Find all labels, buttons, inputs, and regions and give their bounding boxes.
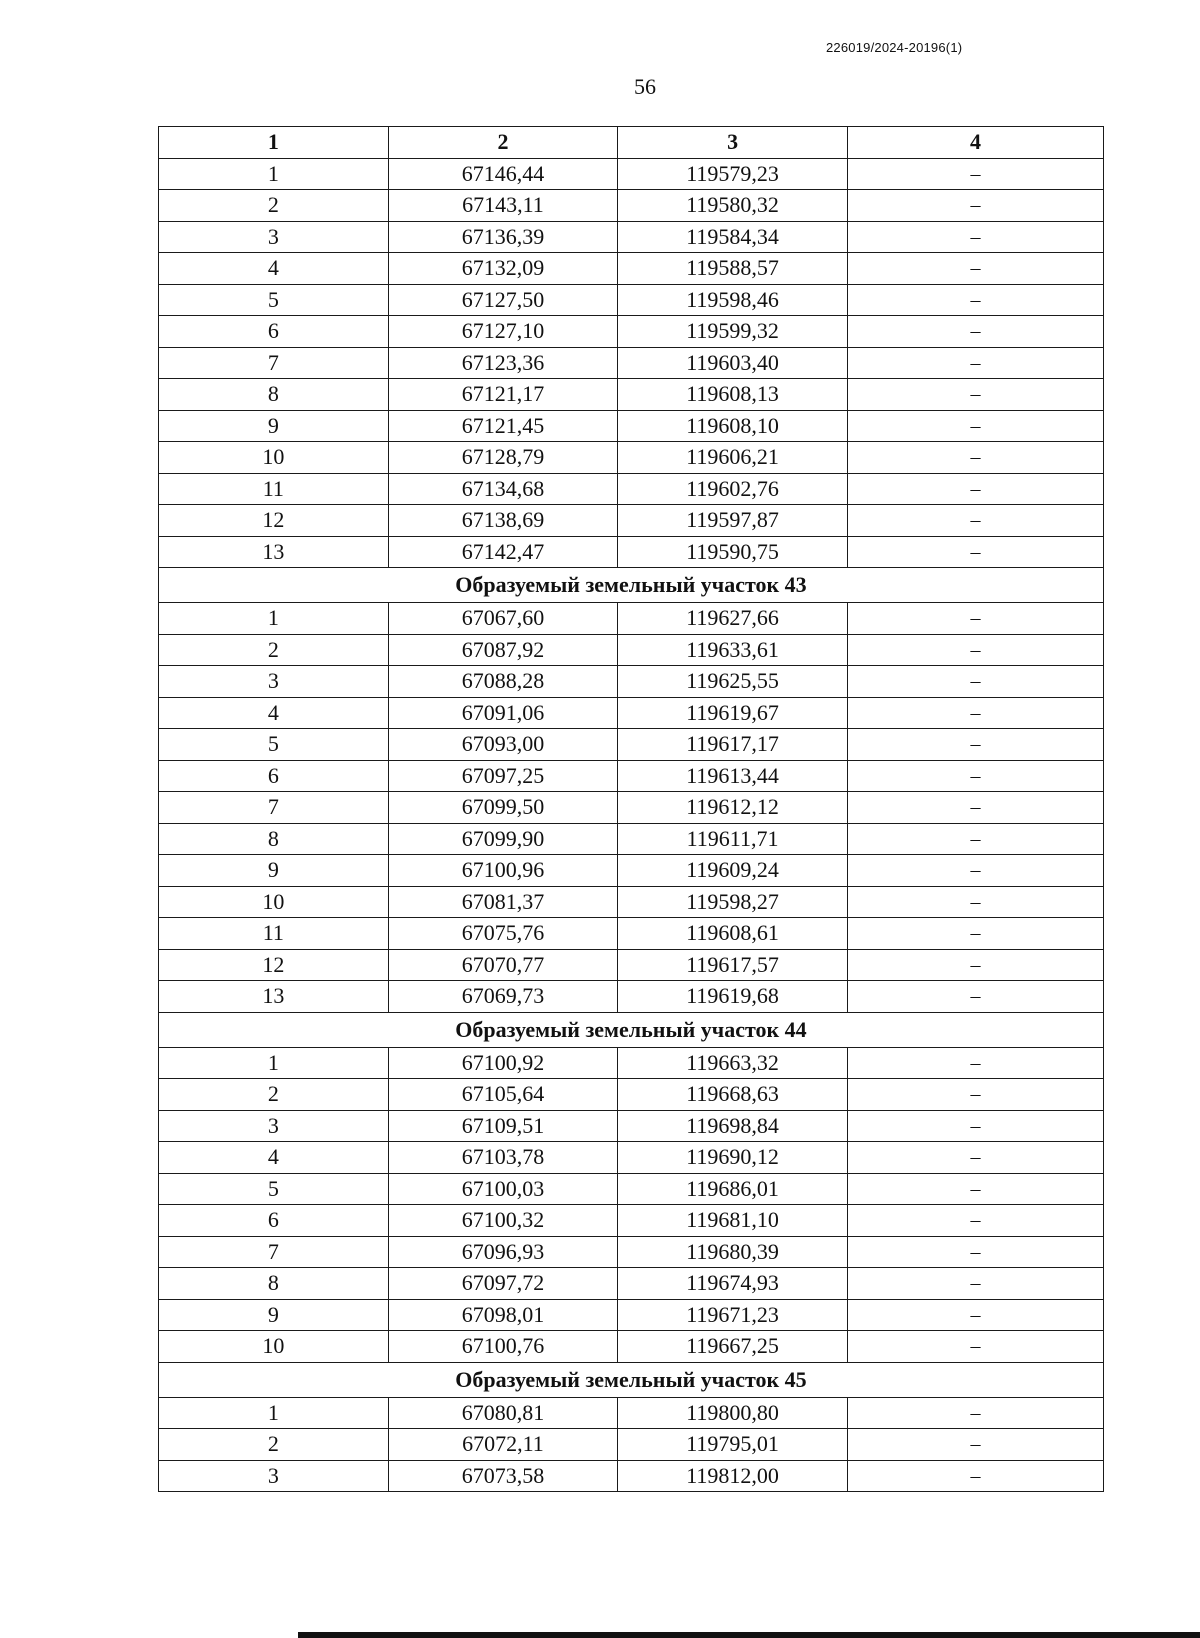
y-coordinate-cell: 119619,67: [618, 697, 848, 729]
note-cell: –: [847, 347, 1103, 379]
x-coordinate-cell: 67093,00: [388, 729, 618, 761]
y-coordinate-cell: 119617,17: [618, 729, 848, 761]
y-coordinate-cell: 119663,32: [618, 1047, 848, 1079]
note-cell: –: [847, 666, 1103, 698]
note-cell: –: [847, 505, 1103, 537]
y-coordinate-cell: 119633,61: [618, 634, 848, 666]
point-number-cell: 3: [159, 1110, 389, 1142]
table-row: [159, 379, 1104, 411]
point-number-cell: 6: [159, 760, 389, 792]
table-row: [159, 981, 1104, 1013]
x-coordinate-cell: 67128,79: [388, 442, 618, 474]
column-header: 4: [847, 127, 1103, 159]
y-coordinate-cell: 119598,27: [618, 886, 848, 918]
y-coordinate-cell: 119606,21: [618, 442, 848, 474]
point-number-cell: 11: [159, 473, 389, 505]
y-coordinate-cell: 119680,39: [618, 1236, 848, 1268]
point-number-cell: 8: [159, 1268, 389, 1300]
note-cell: –: [847, 981, 1103, 1013]
note-cell: –: [847, 1205, 1103, 1237]
note-cell: –: [847, 1142, 1103, 1174]
point-number-cell: 13: [159, 536, 389, 568]
point-number-cell: 5: [159, 1173, 389, 1205]
point-number-cell: 9: [159, 1299, 389, 1331]
y-coordinate-cell: 119800,80: [618, 1397, 848, 1429]
x-coordinate-cell: 67091,06: [388, 697, 618, 729]
note-cell: –: [847, 158, 1103, 190]
y-coordinate-cell: 119603,40: [618, 347, 848, 379]
point-number-cell: 3: [159, 221, 389, 253]
column-header: 3: [618, 127, 848, 159]
point-number-cell: 8: [159, 823, 389, 855]
table-row: [159, 158, 1104, 190]
note-cell: –: [847, 284, 1103, 316]
x-coordinate-cell: 67127,10: [388, 316, 618, 348]
point-number-cell: 10: [159, 886, 389, 918]
x-coordinate-cell: 67100,76: [388, 1331, 618, 1363]
note-cell: –: [847, 410, 1103, 442]
note-cell: –: [847, 729, 1103, 761]
coordinates-table: [158, 126, 1104, 1492]
section-title: Образуемый земельный участок 45: [159, 1362, 1104, 1397]
table-row: [159, 1268, 1104, 1300]
point-number-cell: 5: [159, 284, 389, 316]
point-number-cell: 9: [159, 410, 389, 442]
y-coordinate-cell: 119608,61: [618, 918, 848, 950]
y-coordinate-cell: 119598,46: [618, 284, 848, 316]
table-row: [159, 221, 1104, 253]
section-row: [159, 1362, 1104, 1397]
y-coordinate-cell: 119667,25: [618, 1331, 848, 1363]
note-cell: –: [847, 1079, 1103, 1111]
table-row: [159, 442, 1104, 474]
point-number-cell: 4: [159, 697, 389, 729]
point-number-cell: 7: [159, 347, 389, 379]
table-header: [159, 127, 1104, 159]
x-coordinate-cell: 67080,81: [388, 1397, 618, 1429]
column-header: 2: [388, 127, 618, 159]
note-cell: –: [847, 792, 1103, 824]
x-coordinate-cell: 67099,90: [388, 823, 618, 855]
note-cell: –: [847, 918, 1103, 950]
table-row: [159, 760, 1104, 792]
note-cell: –: [847, 1460, 1103, 1492]
table-row: [159, 1429, 1104, 1461]
y-coordinate-cell: 119612,12: [618, 792, 848, 824]
note-cell: –: [847, 379, 1103, 411]
point-number-cell: 1: [159, 603, 389, 635]
table-row: [159, 410, 1104, 442]
x-coordinate-cell: 67136,39: [388, 221, 618, 253]
note-cell: –: [847, 697, 1103, 729]
point-number-cell: 5: [159, 729, 389, 761]
note-cell: –: [847, 855, 1103, 887]
y-coordinate-cell: 119609,24: [618, 855, 848, 887]
y-coordinate-cell: 119602,76: [618, 473, 848, 505]
y-coordinate-cell: 119671,23: [618, 1299, 848, 1331]
y-coordinate-cell: 119686,01: [618, 1173, 848, 1205]
x-coordinate-cell: 67103,78: [388, 1142, 618, 1174]
note-cell: –: [847, 1110, 1103, 1142]
point-number-cell: 1: [159, 1397, 389, 1429]
point-number-cell: 6: [159, 1205, 389, 1237]
table-row: [159, 792, 1104, 824]
point-number-cell: 2: [159, 190, 389, 222]
y-coordinate-cell: 119690,12: [618, 1142, 848, 1174]
x-coordinate-cell: 67069,73: [388, 981, 618, 1013]
note-cell: –: [847, 760, 1103, 792]
table-row: [159, 505, 1104, 537]
note-cell: –: [847, 442, 1103, 474]
y-coordinate-cell: 119698,84: [618, 1110, 848, 1142]
x-coordinate-cell: 67132,09: [388, 253, 618, 285]
point-number-cell: 12: [159, 505, 389, 537]
table-row: [159, 190, 1104, 222]
x-coordinate-cell: 67097,72: [388, 1268, 618, 1300]
x-coordinate-cell: 67073,58: [388, 1460, 618, 1492]
y-coordinate-cell: 119681,10: [618, 1205, 848, 1237]
document-id: 226019/2024-20196(1): [826, 40, 963, 55]
y-coordinate-cell: 119611,71: [618, 823, 848, 855]
point-number-cell: 2: [159, 634, 389, 666]
point-number-cell: 3: [159, 666, 389, 698]
table-row: [159, 1299, 1104, 1331]
x-coordinate-cell: 67146,44: [388, 158, 618, 190]
y-coordinate-cell: 119588,57: [618, 253, 848, 285]
note-cell: –: [847, 1299, 1103, 1331]
point-number-cell: 12: [159, 949, 389, 981]
x-coordinate-cell: 67081,37: [388, 886, 618, 918]
table-row: [159, 1047, 1104, 1079]
x-coordinate-cell: 67143,11: [388, 190, 618, 222]
note-cell: –: [847, 1173, 1103, 1205]
table-row: [159, 1331, 1104, 1363]
table-row: [159, 697, 1104, 729]
point-number-cell: 10: [159, 1331, 389, 1363]
table-row: [159, 603, 1104, 635]
y-coordinate-cell: 119590,75: [618, 536, 848, 568]
table-row: [159, 1236, 1104, 1268]
table-row: [159, 855, 1104, 887]
point-number-cell: 8: [159, 379, 389, 411]
y-coordinate-cell: 119584,34: [618, 221, 848, 253]
table-row: [159, 316, 1104, 348]
table-row: [159, 1110, 1104, 1142]
point-number-cell: 9: [159, 855, 389, 887]
x-coordinate-cell: 67072,11: [388, 1429, 618, 1461]
x-coordinate-cell: 67100,32: [388, 1205, 618, 1237]
note-cell: –: [847, 634, 1103, 666]
table-row: [159, 1205, 1104, 1237]
note-cell: –: [847, 1429, 1103, 1461]
y-coordinate-cell: 119579,23: [618, 158, 848, 190]
y-coordinate-cell: 119580,32: [618, 190, 848, 222]
y-coordinate-cell: 119674,93: [618, 1268, 848, 1300]
table-row: [159, 284, 1104, 316]
section-title: Образуемый земельный участок 43: [159, 568, 1104, 603]
table-row: [159, 918, 1104, 950]
note-cell: –: [847, 536, 1103, 568]
x-coordinate-cell: 67100,96: [388, 855, 618, 887]
point-number-cell: 2: [159, 1079, 389, 1111]
point-number-cell: 13: [159, 981, 389, 1013]
section-row: [159, 568, 1104, 603]
table-row: [159, 823, 1104, 855]
point-number-cell: 2: [159, 1429, 389, 1461]
table-row: [159, 886, 1104, 918]
y-coordinate-cell: 119608,10: [618, 410, 848, 442]
note-cell: –: [847, 253, 1103, 285]
table-row: [159, 1142, 1104, 1174]
table-row: [159, 253, 1104, 285]
y-coordinate-cell: 119613,44: [618, 760, 848, 792]
note-cell: –: [847, 1047, 1103, 1079]
y-coordinate-cell: 119812,00: [618, 1460, 848, 1492]
note-cell: –: [847, 316, 1103, 348]
point-number-cell: 3: [159, 1460, 389, 1492]
table-row: [159, 729, 1104, 761]
note-cell: –: [847, 473, 1103, 505]
page-number: 56: [634, 74, 656, 99]
y-coordinate-cell: 119608,13: [618, 379, 848, 411]
table-row: [159, 1397, 1104, 1429]
x-coordinate-cell: 67099,50: [388, 792, 618, 824]
note-cell: –: [847, 1397, 1103, 1429]
x-coordinate-cell: 67096,93: [388, 1236, 618, 1268]
table-row: [159, 536, 1104, 568]
note-cell: –: [847, 1236, 1103, 1268]
point-number-cell: 10: [159, 442, 389, 474]
x-coordinate-cell: 67087,92: [388, 634, 618, 666]
table-row: [159, 634, 1104, 666]
table-row: [159, 949, 1104, 981]
point-number-cell: 7: [159, 1236, 389, 1268]
note-cell: –: [847, 823, 1103, 855]
table-row: [159, 473, 1104, 505]
y-coordinate-cell: 119668,63: [618, 1079, 848, 1111]
section-row: [159, 1012, 1104, 1047]
x-coordinate-cell: 67142,47: [388, 536, 618, 568]
y-coordinate-cell: 119795,01: [618, 1429, 848, 1461]
y-coordinate-cell: 119625,55: [618, 666, 848, 698]
table-row: [159, 1079, 1104, 1111]
y-coordinate-cell: 119597,87: [618, 505, 848, 537]
bottom-rule: [298, 1632, 1200, 1638]
y-coordinate-cell: 119617,57: [618, 949, 848, 981]
x-coordinate-cell: 67067,60: [388, 603, 618, 635]
note-cell: –: [847, 1331, 1103, 1363]
x-coordinate-cell: 67098,01: [388, 1299, 618, 1331]
note-cell: –: [847, 190, 1103, 222]
x-coordinate-cell: 67105,64: [388, 1079, 618, 1111]
note-cell: –: [847, 221, 1103, 253]
y-coordinate-cell: 119627,66: [618, 603, 848, 635]
note-cell: –: [847, 949, 1103, 981]
x-coordinate-cell: 67138,69: [388, 505, 618, 537]
table-row: [159, 1460, 1104, 1492]
y-coordinate-cell: 119619,68: [618, 981, 848, 1013]
x-coordinate-cell: 67121,45: [388, 410, 618, 442]
point-number-cell: 7: [159, 792, 389, 824]
x-coordinate-cell: 67088,28: [388, 666, 618, 698]
point-number-cell: 4: [159, 253, 389, 285]
table-row: [159, 666, 1104, 698]
y-coordinate-cell: 119599,32: [618, 316, 848, 348]
table-row: [159, 347, 1104, 379]
point-number-cell: 4: [159, 1142, 389, 1174]
note-cell: –: [847, 603, 1103, 635]
x-coordinate-cell: 67097,25: [388, 760, 618, 792]
x-coordinate-cell: 67134,68: [388, 473, 618, 505]
x-coordinate-cell: 67070,77: [388, 949, 618, 981]
x-coordinate-cell: 67123,36: [388, 347, 618, 379]
column-header: 1: [159, 127, 389, 159]
x-coordinate-cell: 67100,92: [388, 1047, 618, 1079]
x-coordinate-cell: 67109,51: [388, 1110, 618, 1142]
table-row: [159, 1173, 1104, 1205]
header-row: [159, 127, 1104, 159]
point-number-cell: 11: [159, 918, 389, 950]
note-cell: –: [847, 1268, 1103, 1300]
note-cell: –: [847, 886, 1103, 918]
point-number-cell: 1: [159, 158, 389, 190]
x-coordinate-cell: 67121,17: [388, 379, 618, 411]
table-body: [159, 158, 1104, 1492]
section-title: Образуемый земельный участок 44: [159, 1012, 1104, 1047]
point-number-cell: 6: [159, 316, 389, 348]
point-number-cell: 1: [159, 1047, 389, 1079]
x-coordinate-cell: 67100,03: [388, 1173, 618, 1205]
x-coordinate-cell: 67075,76: [388, 918, 618, 950]
x-coordinate-cell: 67127,50: [388, 284, 618, 316]
